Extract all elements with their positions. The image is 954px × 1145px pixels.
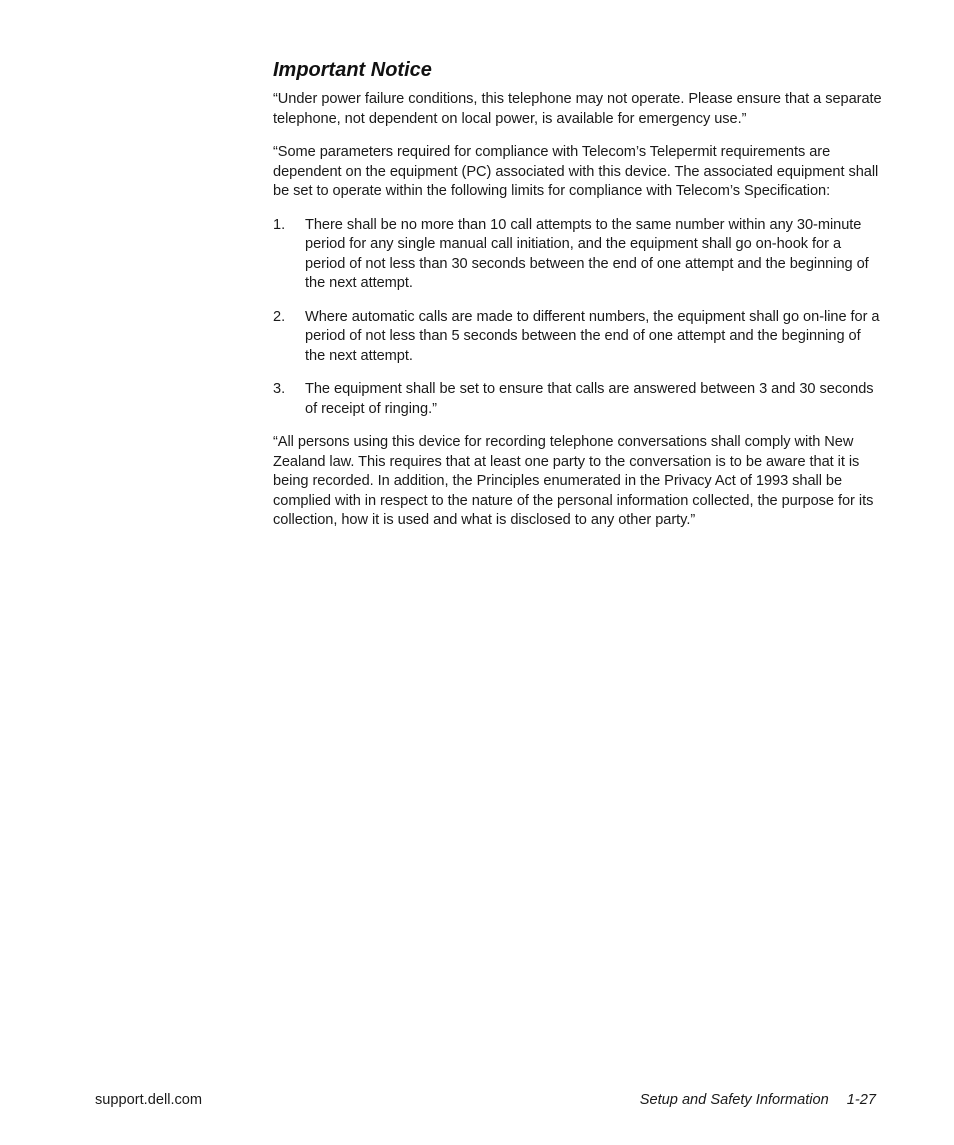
recording-law-paragraph: “All persons using this device for recording telephone conversations shall comply with New Zealand law. This requires that at least one party to the conversation is to be aware that it is being recorded. In addition, the Principles enumerated in the Privacy Act of 1993 shall be complied with in respect to the nature of the personal information collected, the purpose for its collection, how it is used and what is disclosed to any other party.” <box>273 434 874 528</box>
footer-website: support.dell.com <box>95 1092 203 1108</box>
telepermit-paragraph: “Some parameters required for compliance with Telecom’s Telepermit requirements are dependent on the equipment (PC) associated with this device. The associated equipment shall be set to operate within the following limits for compliance with Telecom’s Specification: <box>273 144 879 199</box>
footer-section-info <box>640 1090 876 1110</box>
list-item-text: Where automatic calls are made to different numbers, the equipment shall go on-line for a period of not less than 5 seconds between the end of one attempt and the beginning of the next attempt. <box>305 308 880 364</box>
list-item-number: 1. <box>273 216 286 233</box>
list-item-text: The equipment shall be set to ensure that calls are answered between 3 and 30 seconds of receipt of ringing.” <box>305 381 874 417</box>
power-failure-paragraph: “Under power failure conditions, this telephone may not operate. Please ensure that a separate telephone, not dependent on local power, is available for emergency use.” <box>273 91 882 127</box>
list-item-number: 2. <box>273 308 286 325</box>
list-item-number: 3. <box>273 381 286 397</box>
footer-section-title: Setup and Safety Information <box>639 1092 829 1108</box>
list-item <box>273 216 883 294</box>
list-item-text: There shall be no more than 10 call attempts to the same number within any 30-minute period for any single manual call initiation, and the equipment shall go on-hook for a period of not less than 30 seconds between the end of one attempt and the beginning of the next attempt. <box>305 216 869 291</box>
list-item <box>273 380 883 419</box>
section-heading: Important Notice <box>273 59 432 81</box>
limits-list <box>273 216 883 420</box>
list-item <box>273 308 883 367</box>
page-number: 1-27 <box>846 1092 876 1108</box>
document-body <box>273 56 883 545</box>
